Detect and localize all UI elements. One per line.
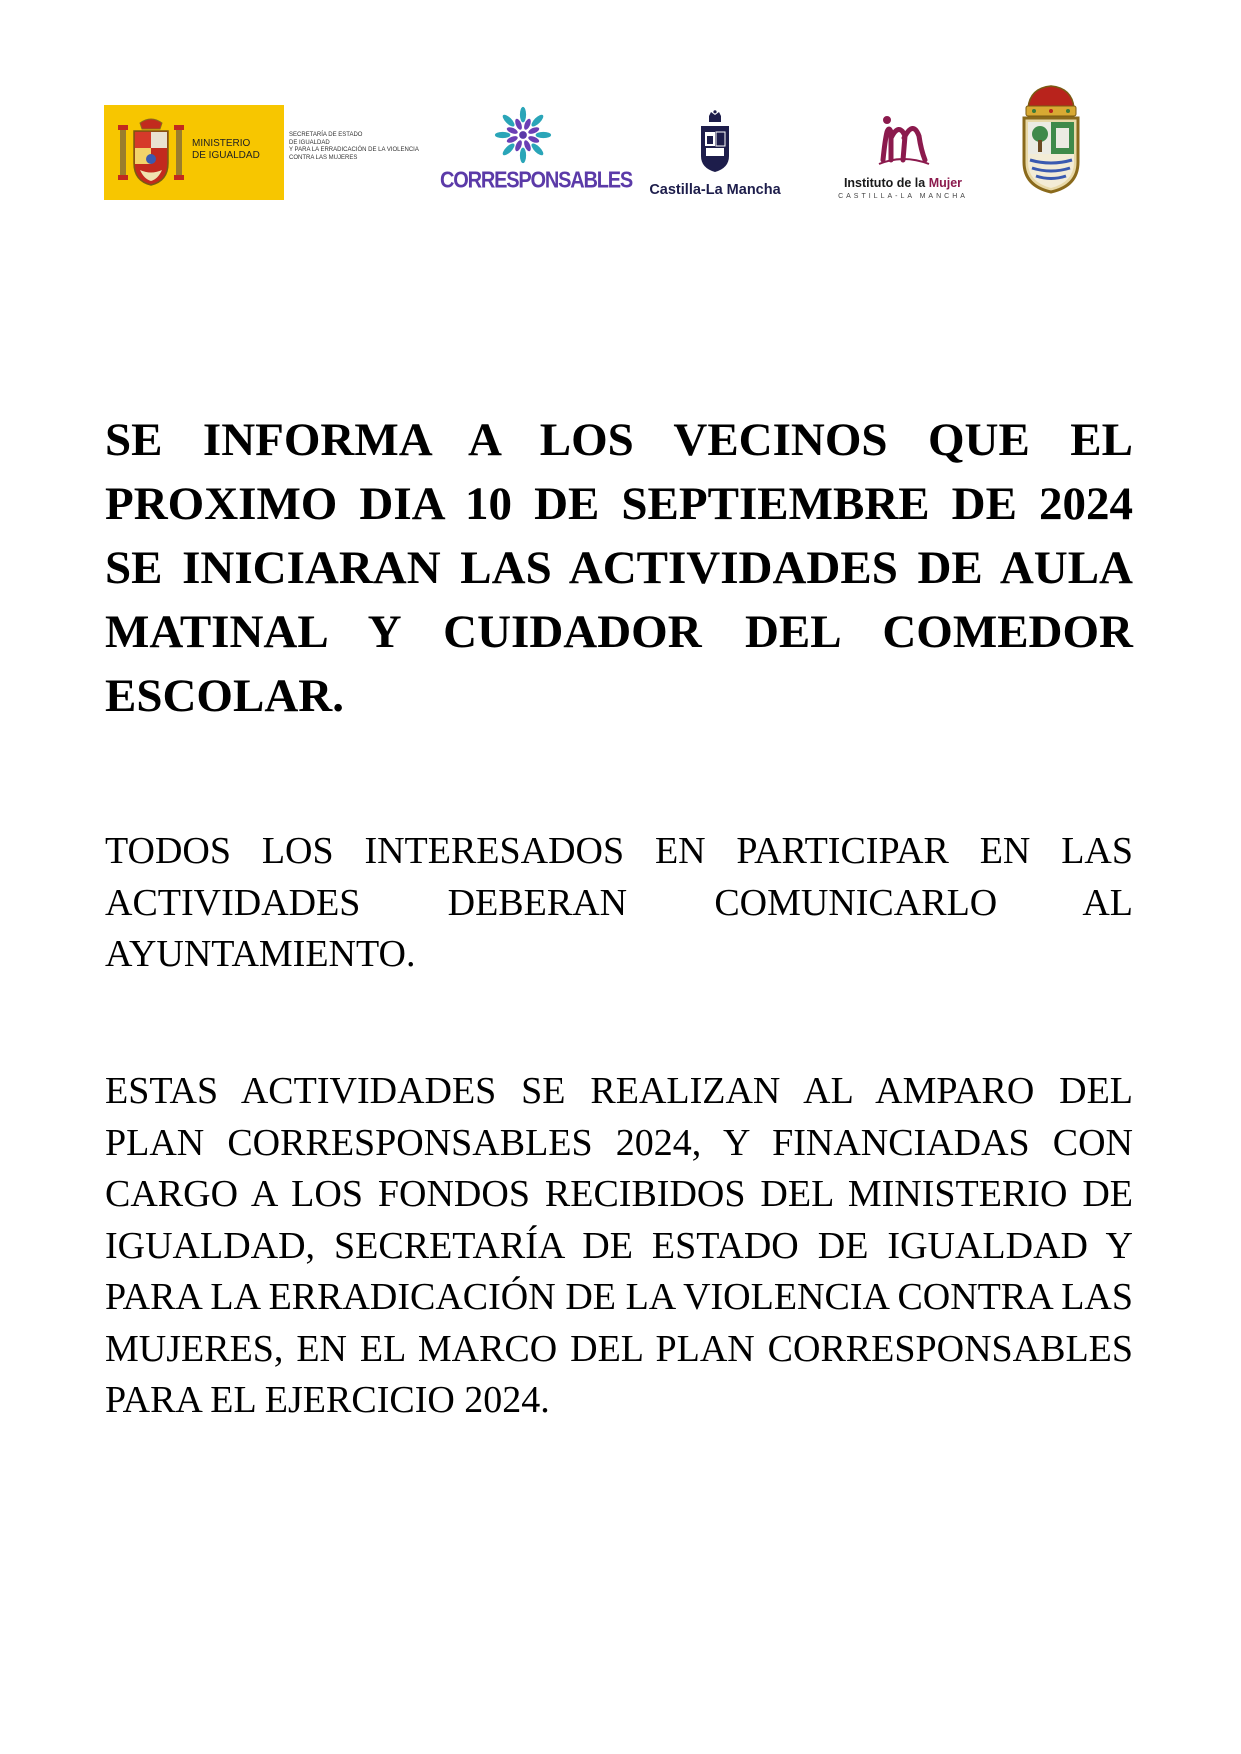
secretaria-estado-text — [289, 132, 419, 162]
ministerio-line2: DE IGUALDAD — [192, 150, 260, 161]
instituto-name-accent: Mujer — [928, 176, 963, 190]
ministerio-igualdad-logo — [104, 105, 284, 200]
secretaria-line: DE IGUALDAD — [289, 139, 330, 146]
logo-header — [0, 0, 1241, 230]
clm-shield-icon — [697, 110, 733, 174]
notice-paragraph-funding: ESTAS ACTIVIDADES SE REALIZAN AL AMPARO DEL PLAN CORRESPONSABLES 2024, Y FINANCIADAS CON CARGO A LOS FONDOS RECIBIDOS DEL MINISTERIO DE IGUALDAD, SECRETARÍA DE ESTADO DE IGUALDAD Y PARA LA ERRADICACIÓN DE LA VIOLENCIA CONTRA LAS MUJERES, EN EL MARCO DEL PLAN CORRESPONSABLES PARA EL EJERCICIO 2024. — [105, 1070, 1133, 1421]
notice-headline: SE INFORMA A LOS VECINOS QUE EL PROXIMO DIA 10 DE SEPTIEMBRE DE 2024 SE INICIARAN LAS ACTIVIDADES DE AULA MATINAL Y CUIDADOR DEL COMEDOR ESCOLAR. — [105, 414, 1133, 722]
secretaria-line: SECRETARÍA DE ESTADO — [289, 132, 363, 138]
instituto-mujer-name — [828, 176, 978, 190]
secretaria-line: Y PARA LA ERRADICACIÓN DE LA VIOLENCIA — [289, 147, 419, 153]
spain-coat-of-arms-icon — [118, 115, 184, 190]
corresponsables-wordmark: CORRESPONSABLES — [440, 168, 633, 194]
corresponsables-logo — [440, 104, 633, 199]
secretaria-line: CONTRA LAS MUJERES — [289, 154, 358, 161]
ministerio-name — [192, 138, 260, 162]
instituto-mujer-logo — [828, 110, 978, 205]
municipal-coat-of-arms-icon — [1018, 82, 1084, 194]
instituto-name-part: Instituto de la — [843, 176, 929, 190]
corresponsables-star-icon — [492, 104, 554, 166]
instituto-mujer-subtitle: CASTILLA-LA MANCHA — [838, 193, 968, 200]
ministerio-line1: MINISTERIO — [192, 138, 251, 149]
notice-paragraph-participation: TODOS LOS INTERESADOS EN PARTICIPAR EN LAS ACTIVIDADES DEBERAN COMUNICARLO AL AYUNTAMIENTO. — [105, 830, 1133, 975]
instituto-m-icon — [873, 110, 933, 170]
castilla-la-mancha-wordmark: Castilla-La Mancha — [649, 182, 781, 198]
castilla-la-mancha-logo — [640, 110, 790, 205]
